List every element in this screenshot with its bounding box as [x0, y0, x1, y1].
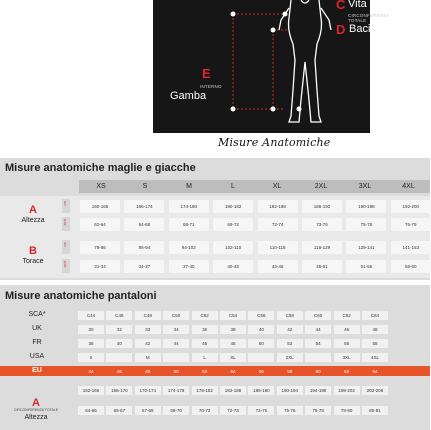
- pants-cell: C60: [305, 311, 331, 320]
- unit-inch: inch: [62, 259, 70, 273]
- size-cell: 94-102: [169, 241, 209, 254]
- pants-row: [0, 338, 430, 348]
- size-cell: 129-141: [346, 241, 386, 254]
- pants-cell: 72-73: [220, 406, 246, 415]
- pants-cell: 30: [78, 325, 104, 334]
- c-letter: C: [336, 0, 346, 12]
- pants-cell: 186-190: [248, 386, 274, 395]
- shirts-size-header: [79, 180, 430, 193]
- size-cell: 78-86: [80, 241, 120, 254]
- size-cell: 182-188: [258, 200, 298, 213]
- size-cell: 174-180: [169, 200, 209, 213]
- size-header: L: [231, 183, 235, 190]
- size-header: S: [142, 183, 148, 190]
- pants-cell: 56: [334, 339, 360, 348]
- size-header: 2XL: [314, 183, 328, 190]
- size-cell: 56-60: [391, 260, 431, 273]
- pants-cell: C58: [277, 311, 303, 320]
- pants-cell: 190-194: [277, 386, 303, 395]
- pants-cell: 166-170: [106, 386, 132, 395]
- e-letter: E: [202, 66, 211, 81]
- size-cell: 110-118: [258, 241, 298, 254]
- pants-cell: [163, 353, 189, 362]
- pants-row: [0, 324, 430, 334]
- pants-row: [0, 366, 430, 376]
- size-cell: 72-74: [258, 218, 298, 231]
- pants-cell: XL: [220, 353, 246, 362]
- pants-cell: 42: [277, 325, 303, 334]
- pants-row: [0, 383, 430, 397]
- pants-cell: 48: [362, 325, 388, 334]
- size-cell: 64-68: [124, 218, 164, 231]
- pants-cell: 54: [305, 339, 331, 348]
- pants-cell: C46: [106, 311, 132, 320]
- pants-cell: 34: [163, 325, 189, 334]
- pants-cell: [305, 353, 331, 362]
- pants-cell: 76-78: [305, 406, 331, 415]
- pants-row-label-altezza: [8, 398, 64, 422]
- pants-cell: 78-80: [334, 406, 360, 415]
- size-cell: 51-56: [346, 260, 386, 273]
- size-header: 4XL: [402, 183, 415, 190]
- row-name: Altezza: [24, 414, 48, 421]
- row-letter: A: [29, 204, 37, 216]
- size-header: XL: [272, 183, 282, 190]
- pants-cell: 178-182: [192, 386, 218, 395]
- pants-cell: 50: [163, 367, 189, 376]
- pants-cell: C64: [362, 311, 388, 320]
- size-header: 3XL: [358, 183, 372, 190]
- pants-cell: 170-174: [135, 386, 161, 395]
- pants-cell: 174-178: [163, 386, 189, 395]
- pants-cell: 46: [192, 339, 218, 348]
- size-cell: 62-64: [80, 218, 120, 231]
- size-cell: 118-129: [302, 241, 342, 254]
- hero-caption: Misure Anatomiche: [218, 136, 331, 149]
- row-letter: B: [29, 245, 37, 257]
- pants-cell: C50: [163, 311, 189, 320]
- size-cell: 34-37: [124, 260, 164, 273]
- unit-inch: inch: [62, 217, 70, 231]
- pants-cell: 44: [305, 325, 331, 334]
- size-cell: 180-182: [213, 200, 253, 213]
- pants-cell: 36: [192, 325, 218, 334]
- pants-cell: 52: [277, 339, 303, 348]
- e-small: INTERNO: [200, 84, 222, 89]
- e-label: Gamba: [170, 90, 207, 102]
- pants-cell: 38: [78, 339, 104, 348]
- size-cell: 40-43: [213, 260, 253, 273]
- row-label-torace: [5, 246, 61, 266]
- pants-cell: [248, 353, 274, 362]
- pants-cell: 44: [163, 339, 189, 348]
- size-header: XS: [96, 183, 106, 190]
- pants-cell: 162-166: [78, 386, 104, 395]
- pants-row: [0, 352, 430, 362]
- pants-cell: 48: [135, 367, 161, 376]
- row-letter: A: [32, 397, 40, 409]
- pants-cell: 44: [78, 367, 104, 376]
- pants-cell: 3XL: [334, 353, 360, 362]
- pants-cell: 2XL: [277, 353, 303, 362]
- pants-cell: 58: [362, 339, 388, 348]
- size-header: M: [186, 183, 192, 190]
- pants-cell: 75-76: [277, 406, 303, 415]
- pants-cell: 64: [362, 367, 388, 376]
- size-cell: 186-192: [302, 200, 342, 213]
- shirts-title: Misure anatomiche maglie e giacche: [5, 162, 196, 174]
- pants-cell: 67-69: [135, 406, 161, 415]
- pants-row-label: EU: [32, 367, 42, 374]
- row-label-altezza: [5, 205, 61, 225]
- size-cell: 69-72: [213, 218, 253, 231]
- unit-cm: cm: [62, 240, 70, 254]
- d-small: CIRCONFERENZA TOTALE: [348, 13, 390, 23]
- size-cell: 73-76: [302, 218, 342, 231]
- pants-cell: [106, 353, 132, 362]
- pants-cell: 4XL: [362, 353, 388, 362]
- pants-cell: C56: [248, 311, 274, 320]
- pants-cell: L: [192, 353, 218, 362]
- pants-cell: 52: [192, 367, 218, 376]
- c-label: Vita: [348, 0, 367, 10]
- size-cell: 43-46: [258, 260, 298, 273]
- pants-cell: C62: [334, 311, 360, 320]
- size-cell: 46-51: [302, 260, 342, 273]
- size-cell: 68-71: [169, 218, 209, 231]
- pants-cell: M: [135, 353, 161, 362]
- pants-cell: C52: [192, 311, 218, 320]
- pants-cell: 33: [135, 325, 161, 334]
- size-cell: 37-40: [169, 260, 209, 273]
- pants-cell: 54: [220, 367, 246, 376]
- size-cell: 166-174: [124, 200, 164, 213]
- pants-cell: C44: [78, 311, 104, 320]
- pants-cell: 69-70: [163, 406, 189, 415]
- pants-cell: 48: [220, 339, 246, 348]
- pants-row-label: UK: [32, 325, 42, 332]
- pants-cell: C48: [135, 311, 161, 320]
- size-cell: 76-79: [391, 218, 431, 231]
- pants-row-label: USA: [29, 353, 45, 360]
- pants-cell: 38: [220, 325, 246, 334]
- pants-cell: 42: [135, 339, 161, 348]
- pants-row-label: FR: [32, 339, 42, 346]
- pants-cell: 65-67: [106, 406, 132, 415]
- pants-cell: 198-202: [334, 386, 360, 395]
- row-small: CIRCONFERENZA TOTALE: [13, 408, 59, 412]
- size-cell: 75-78: [346, 218, 386, 231]
- measurement-illustration: [153, 0, 390, 133]
- pants-cell: 80-81: [362, 406, 388, 415]
- pants-title: Misure anatomiche pantaloni: [5, 290, 157, 302]
- pants-cell: 40: [248, 325, 274, 334]
- pants-cell: 46: [334, 325, 360, 334]
- pants-cell: 40: [106, 339, 132, 348]
- pants-cell: 56: [248, 367, 274, 376]
- pants-row: [0, 310, 430, 320]
- row-name: Altezza: [21, 217, 45, 224]
- pants-cell: 60: [305, 367, 331, 376]
- size-cell: 192-200: [391, 200, 431, 213]
- pants-cell: 46: [106, 367, 132, 376]
- size-cell: 160-166: [80, 200, 120, 213]
- body-figure-icon: [153, 0, 390, 133]
- size-cell: 141-153: [391, 241, 431, 254]
- pants-row-label: SCA*: [28, 311, 46, 318]
- pants-cell: 64-65: [78, 406, 104, 415]
- size-cell: 102-110: [213, 241, 253, 254]
- pants-cell: 50: [248, 339, 274, 348]
- row-name: Torace: [22, 258, 44, 265]
- size-cell: 190-198: [346, 200, 386, 213]
- pants-cell: S: [78, 353, 104, 362]
- d-label: Bacino: [349, 23, 383, 35]
- size-cell: 31-34: [80, 260, 120, 273]
- pants-cell: 62: [334, 367, 360, 376]
- d-letter: D: [336, 22, 346, 37]
- pants-cell: 182-186: [220, 386, 246, 395]
- size-cell: 86-94: [124, 241, 164, 254]
- pants-cell: 73-75: [248, 406, 274, 415]
- pants-cell: 202-206: [362, 386, 388, 395]
- unit-cm: cm: [62, 199, 70, 213]
- pants-cell: 194-198: [305, 386, 331, 395]
- pants-cell: C54: [220, 311, 246, 320]
- pants-cell: 70-72: [192, 406, 218, 415]
- pants-cell: 58: [277, 367, 303, 376]
- pants-cell: 32: [106, 325, 132, 334]
- pants-row: [0, 403, 430, 417]
